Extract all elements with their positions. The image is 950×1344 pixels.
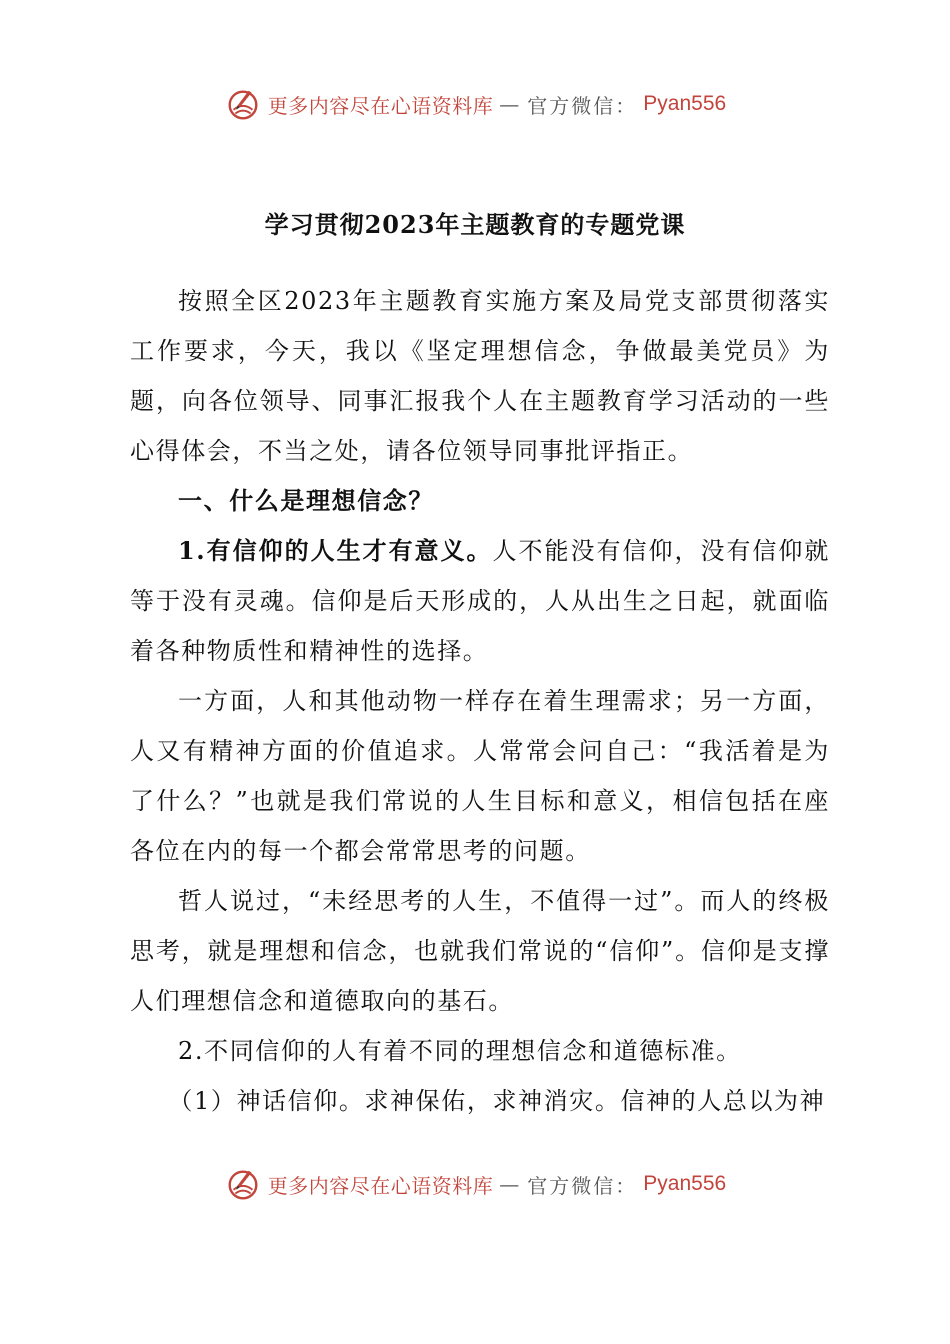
- banner-wechat-label: 官方微信：: [527, 1173, 638, 1198]
- point-2-paragraph: 2.不同信仰的人有着不同的理想信念和道德标准。: [178, 1037, 742, 1065]
- sub-point-1-paragraph: （1）神话信仰。求神保佑，求神消灾。信神的人总以为神: [168, 1087, 826, 1115]
- section-heading-1: 一、什么是理想信念？: [178, 486, 434, 515]
- point-1-text: 人不能没有信仰，没有信仰就等于没有灵魂。信仰是后天形成的，人从出生之日起，就面临着各种物质性和精神性的选择。: [130, 537, 830, 665]
- book-quill-logo-icon: [224, 1165, 262, 1203]
- banner-wechat-id: Pyan556: [643, 92, 727, 115]
- footer-watermark-banner: [0, 1162, 950, 1206]
- philosopher-paragraph: 哲人说过，“未经思考的人生，不值得一过”。而人的终极思考，就是理想和信念，也就我们常说的“信仰”。信仰是支撑人们理想信念和道德取向的基石。: [130, 887, 830, 1015]
- book-quill-logo-icon: [224, 85, 262, 123]
- intro-paragraph: 按照全区2023年主题教育实施方案及局党支部贯彻落实工作要求，今天，我以《坚定理想信念，争做最美党员》为题，向各位领导、同事汇报我个人在主题教育学习活动的一些心得体会，不当之处，请各位领导同事批评指正。: [130, 287, 830, 465]
- header-watermark-banner: [0, 82, 950, 126]
- document-body: [130, 276, 830, 1126]
- document-title: 学习贯彻2023年主题教育的专题党课: [264, 210, 686, 239]
- banner-dash: —: [499, 92, 522, 116]
- banner-wechat-id: Pyan556: [643, 1172, 727, 1195]
- aspects-paragraph: 一方面，人和其他动物一样存在着生理需求；另一方面，人又有精神方面的价值追求。人常常会问自己：“我活着是为了什么？”也就是我们常说的人生目标和意义，相信包括在座各位在内的每一个都会常常思考的问题。: [130, 687, 830, 865]
- banner-site-text: 更多内容尽在心语资料库: [267, 1173, 494, 1198]
- banner-wechat-label: 官方微信：: [527, 93, 638, 118]
- banner-site-text: 更多内容尽在心语资料库: [267, 93, 494, 118]
- point-1-lead: 1.有信仰的人生才有意义。: [178, 536, 493, 565]
- point-1-paragraph: [130, 526, 830, 676]
- banner-dash: —: [499, 1172, 522, 1196]
